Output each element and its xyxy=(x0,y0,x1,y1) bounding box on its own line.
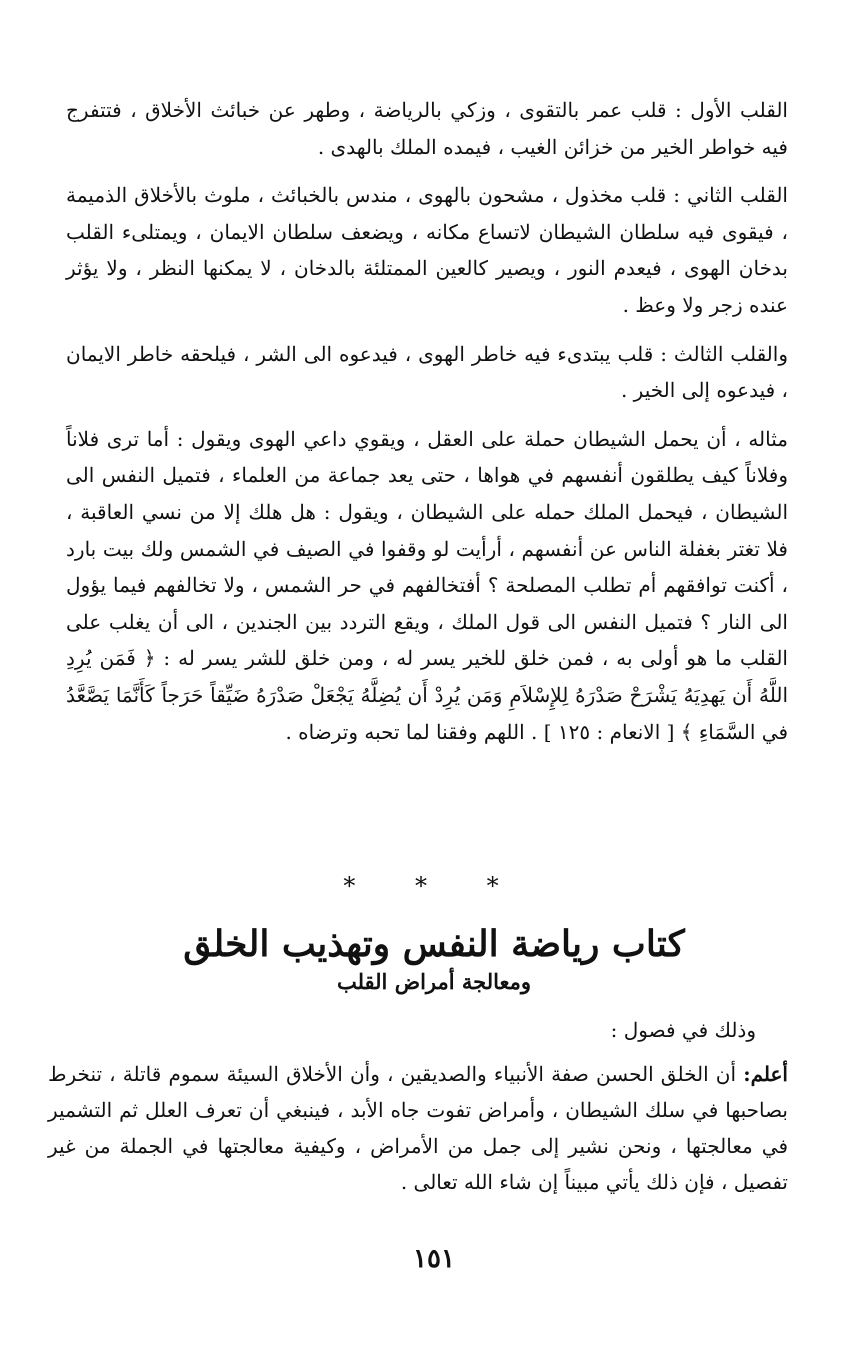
paragraph-example xyxy=(66,421,788,750)
section-intro: وذلك في فصول : xyxy=(610,1018,756,1042)
quran-verse: ﴿ فَمَن يُرِدِ اللَّهُ أَن يَهدِيَهُ يَشْرَحْ صَدْرَهُ لِلإِسْلاَمِ وَمَن يُرِدْ أَن يُضِلَّهُ يَجْعَلْ صَدْرَهُ ضَيِّقاً حَرَجاً كَأَنَّمَا يَصَّعَّدُ في السَّمَاءِ ﴾ xyxy=(66,646,788,744)
verse-reference: [ الانعام : ١٢٥ ] . اللهم وفقنا لما تحبه وترضاه . xyxy=(285,719,675,744)
paragraph-first-heart: القلب الأول : قلب عمر بالتقوى ، وزكي بالرياضة ، وطهر عن خبائث الأخلاق ، فتتفرج فيه خواطر الخير من خزائن الغيب ، فيمده الملك بالهدى . xyxy=(66,98,788,159)
lead-word: أعلم: xyxy=(743,1062,788,1086)
paragraph-third-heart: والقلب الثالث : قلب يبتدىء فيه خاطر الهوى ، فيدعوه الى الشر ، فيلحقه خاطر الايمان ، فيدعوه إلى الخير . xyxy=(66,341,788,403)
top-text-block xyxy=(66,92,788,762)
section-separator: * * * xyxy=(343,872,525,900)
example-text: مثاله ، أن يحمل الشيطان حملة على العقل ، ويقوي داعي الهوى ويقول : أما ترى فلاناً وفلاناً كيف يطلقون أنفسهم في هواها ، حتى يعد جماعة من العلماء ، فتميل النفس الى الشيطان ، فيحمل الملك حمله على الشيطان ، ويقول : هل هلك إلا من نسي العاقبة ، فلا تغتر بغفلة الناس عن أنفسهم ، أرأيت لو وقفوا في الصيف في الشمس ولك بيت بارد ، أكنت توافقهم أم تطلب المصلحة ؟ أفتخالفهم في حر الشمس ، ولا تخالفهم فيما يؤول الى النار ؟ فتميل النفس الى قول الملك ، ويقع التردد بين الجندين ، الى أن يغلب على القلب ما هو أولى به ، فمن خلق للخير يسر له ، ومن خلق للشر يسر له : xyxy=(66,426,789,671)
section-text: أن الخلق الحسن صفة الأنبياء والصديقين ، وأن الأخلاق السيئة سموم قاتلة ، تنخرط بصاحبها في سلك الشيطان ، وأمراض تفوت جاه الأبد ، فينبغي أن تعرف العلل ثم التشمير في معالجتها ، ونحن نشير إلى جمل من الأمراض ، وكيفية معالجتها في الجملة من غير تفصيل ، فإن ذلك يأتي مبيناً إن شاء الله تعالى . xyxy=(48,1062,788,1194)
section-body xyxy=(48,1056,788,1200)
page-number: ١٥١ xyxy=(413,1244,455,1274)
paragraph-second-heart: القلب الثاني : قلب مخذول ، مشحون بالهوى ، مندس بالخبائث ، ملوث بالأخلاق الذميمة ، فيقوى فيه سلطان الشيطان لاتساع مكانه ، ويضعف سلطان الايمان ، ويمتلىء القلب بدخان الهوى ، فيعدم النور ، ويصير كالعين الممتلئة بالدخان ، لا يمكنها النظر ، ولا يؤثر عنده زجر ولا وعظ . xyxy=(66,183,788,317)
chapter-subtitle: ومعالجة أمراض القلب xyxy=(336,969,532,994)
chapter-title: كتاب رياضة النفس وتهذيب الخلق xyxy=(183,923,685,965)
